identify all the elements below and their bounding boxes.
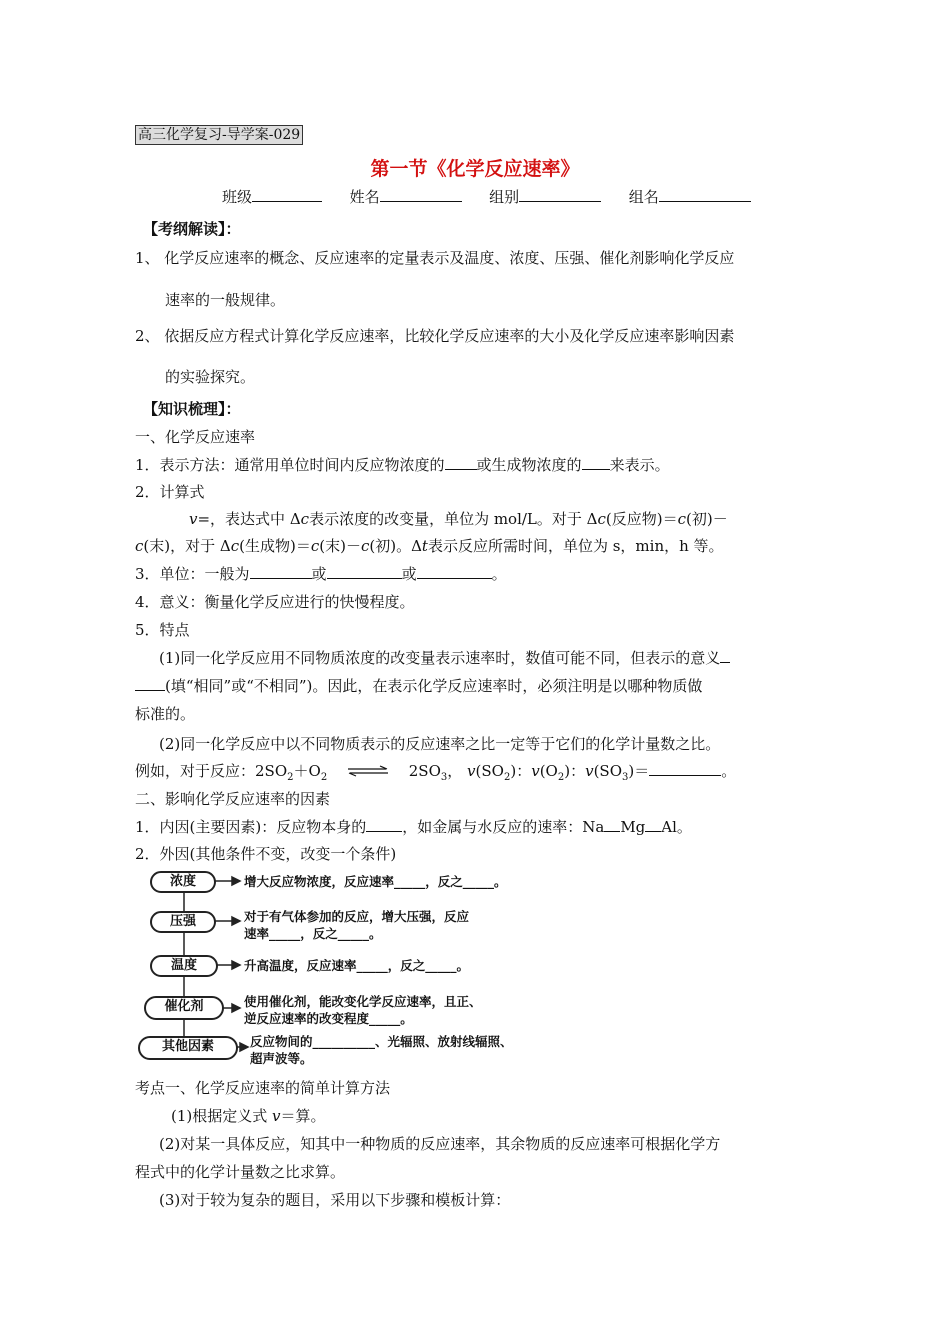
- page-title: 第一节《化学反应速率》: [370, 158, 580, 180]
- blank[interactable]: [649, 761, 721, 776]
- name-label: 姓名: [349, 188, 380, 206]
- section-1-heading: 一、化学反应速率: [135, 428, 256, 446]
- item-2-1: 1．内因(主要因素)：反应物本身的 ，如金属与水反应的速率：Na Mg Al。: [135, 818, 692, 836]
- node-catalyst: 催化剂: [144, 996, 224, 1020]
- blank[interactable]: [445, 455, 477, 470]
- section-2-heading: 二、影响化学反应速率的因素: [135, 790, 331, 808]
- item-1-5: 5．特点: [135, 621, 190, 639]
- group-label: 组别: [489, 188, 520, 206]
- key-point-1-heading: 考点一、化学反应速率的简单计算方法: [135, 1079, 391, 1097]
- document-tag: 高三化学复习-导学案-029: [135, 125, 303, 145]
- exam-item-2: 2、 依据反应方程式计算化学反应速率，比较化学反应速率的大小及化学反应速率影响因素: [135, 327, 735, 345]
- blank[interactable]: [135, 676, 165, 691]
- node-concentration: 浓度: [150, 871, 216, 893]
- formula-line-1: v=，表达式中 Δc表示浓度的改变量，单位为 mol/L。对于 Δc(反应物)＝c(初)－: [189, 510, 728, 528]
- knowledge-heading: 【知识梳理】：: [143, 400, 241, 418]
- class-label: 班级: [222, 188, 253, 206]
- blank[interactable]: [645, 817, 661, 832]
- key-point-1-1: (1)根据定义式 v＝算。: [171, 1107, 326, 1125]
- group-field[interactable]: [519, 187, 601, 202]
- feature-1: (1)同一化学反应用不同物质浓度的改变量表示速率时，数值可能不同，但表示的意义: [159, 647, 730, 668]
- node-pressure-text: 对于有气体参加的反应，增大压强，反应 速率_____，反之_____。: [244, 909, 470, 941]
- item-1-4: 4．意义：衡量化学反应进行的快慢程度。: [135, 593, 415, 611]
- group-name-field[interactable]: [659, 187, 751, 202]
- exam-item-1-cont: 速率的一般规律。: [165, 291, 286, 309]
- exam-outline-heading: 【考纲解读】：: [143, 220, 241, 238]
- exam-item-2-cont: 的实验探究。: [165, 368, 256, 386]
- blank[interactable]: [366, 817, 402, 832]
- equilibrium-arrow-icon: [346, 763, 390, 781]
- name-field[interactable]: [380, 187, 462, 202]
- group-name-label: 组名: [628, 188, 659, 206]
- item-1-3: 3．单位：一般为 或 或 。: [135, 565, 507, 583]
- node-catalyst-text: 使用催化剂，能改变化学反应速率，且正、 逆反应速率的改变程度_____。: [244, 994, 482, 1026]
- blank[interactable]: [604, 817, 620, 832]
- item-1-2: 2．计算式: [135, 483, 205, 501]
- node-pressure: 压强: [150, 911, 216, 933]
- info-fields: [222, 186, 751, 207]
- formula-line-2: c(末)，对于 Δc(生成物)＝c(末)－c(初)。Δt表示反应所需时间，单位为 s，min，h 等。: [135, 537, 724, 555]
- blank[interactable]: [250, 564, 312, 579]
- feature-2-example: 例如，对于反应：$2SO_2+O_2$ $2SO_3$， $v(SO_2)$：$v(O_2)$：$v(SO_3)=$ 。: [135, 762, 737, 783]
- factor-diagram: [136, 868, 596, 1064]
- blank[interactable]: [417, 564, 492, 579]
- class-field[interactable]: [252, 187, 322, 202]
- feature-1-cont: (填“相同”或“不相同”)。因此，在表示化学反应速率时，必须注明是以哪种物质做: [135, 675, 702, 696]
- exam-item-1: 1、 化学反应速率的概念、反应速率的定量表示及温度、浓度、压强、催化剂影响化学反应: [135, 249, 735, 267]
- node-temperature: 温度: [150, 955, 218, 977]
- feature-2: (2)同一化学反应中以不同物质表示的反应速率之比一定等于它们的化学计量数之比。: [159, 735, 721, 753]
- node-other-factors: 其他因素: [138, 1036, 238, 1060]
- key-point-1-2: (2)对某一具体反应，知其中一种物质的反应速率，其余物质的反应速率可根据化学方: [159, 1135, 721, 1153]
- node-concentration-text: 增大反应物浓度，反应速率_____，反之_____。: [244, 874, 507, 889]
- blank[interactable]: [582, 455, 610, 470]
- key-point-1-3: (3)对于较为复杂的题目，采用以下步骤和模板计算：: [159, 1191, 511, 1209]
- feature-1-end: 标准的。: [135, 705, 196, 723]
- key-point-1-2-cont: 程式中的化学计量数之比求算。: [135, 1163, 346, 1181]
- node-other-factors-text: 反应物间的__________、光辐照、放射线辐照、 超声波等。: [250, 1034, 513, 1066]
- item-1-1: 1．表示方法：通常用单位时间内反应物浓度的 或生成物浓度的 来表示。: [135, 456, 670, 474]
- node-temperature-text: 升高温度，反应速率_____，反之_____。: [244, 958, 470, 973]
- item-2-2: 2．外因(其他条件不变，改变一个条件): [135, 845, 397, 863]
- blank[interactable]: [720, 648, 730, 663]
- blank[interactable]: [327, 564, 402, 579]
